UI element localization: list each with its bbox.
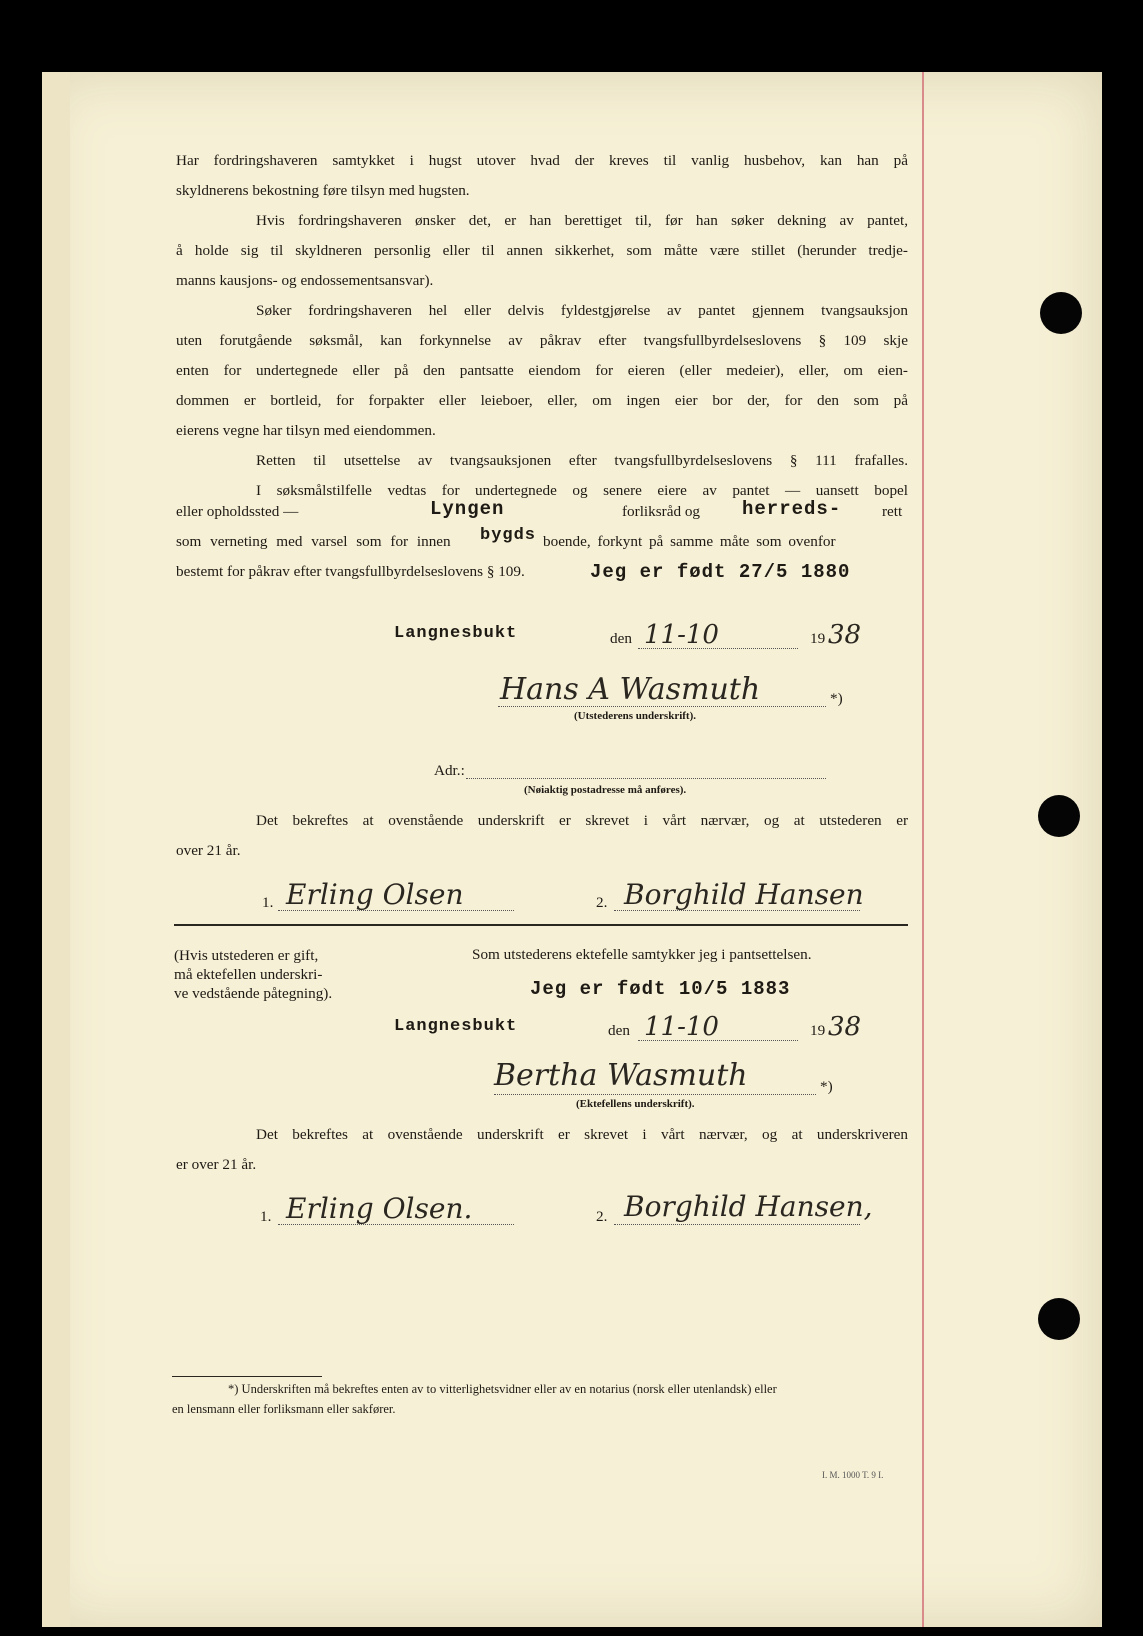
- spouse-den-label: den: [608, 1022, 630, 1039]
- footnote-line-2: en lensmann eller forliksmann eller sakfører.: [172, 1402, 396, 1416]
- punch-hole-3: [1038, 1298, 1080, 1340]
- typed-district: bygds: [480, 526, 537, 545]
- red-margin-line: [922, 72, 924, 1627]
- spouse-note-2: må ektefellen underskri-: [174, 966, 323, 983]
- witness-1-sig-2: Borghild Hansen: [624, 878, 864, 911]
- witness-1-line-1: [278, 910, 514, 911]
- spouse-sig-mark: *): [820, 1078, 833, 1095]
- punch-hole-1: [1040, 292, 1082, 334]
- para-3-line-2: uten forutgående søksmål, kan forkynnelse av påkrav efter tvangsfullbyrdelseslovens § 109 skje: [176, 332, 908, 349]
- issuer-place: Langnesbukt: [394, 624, 518, 643]
- issuer-signature: Hans A Wasmuth: [500, 672, 761, 707]
- typed-venue: Lyngen: [430, 498, 505, 520]
- spouse-born: Jeg er født 10/5 1883: [530, 978, 791, 1000]
- spouse-year-suffix: 38: [828, 1012, 862, 1042]
- issuer-year-prefix: 19: [810, 630, 826, 647]
- spouse-note: [174, 946, 332, 1003]
- issuer-born: Jeg er født 27/5 1880: [590, 561, 851, 583]
- para-2-line-1: Hvis fordringshaveren ønsker det, er han berettiget til, før han søker dekning av pantet,: [256, 212, 908, 229]
- address-line: [466, 778, 826, 779]
- para-3-line-3: enten for undertegnede eller på den pantsatte eiendom for eieren (eller medeier), eller, om eien-: [176, 362, 908, 379]
- para-3-line-5: eierens vegne har tilsyn med eiendommen.: [176, 422, 436, 439]
- left-strip: [42, 72, 70, 1627]
- para-2-line-3: manns kausjons- og endossementsansvar).: [176, 272, 434, 289]
- footnote-line-1: *) Underskriften må bekreftes enten av to vitterlighetsvidner eller av en notarius (norsk eller utenlandsk) eller: [228, 1382, 777, 1396]
- typed-court: herreds-: [742, 498, 842, 520]
- witness-1-n1: 1.: [262, 894, 274, 911]
- para-2-line-2: å holde sig til skyldneren personlig eller til annen sikkerhet, som måtte være stillet (herunder tredje-: [176, 242, 908, 259]
- para-5-line-1: I søksmålstilfelle vedtas for undertegnede og senere eiere av pantet — uansett bopel: [256, 482, 908, 499]
- spouse-date-line: [638, 1040, 798, 1041]
- para-1-line-2: skyldnerens bekostning føre tilsyn med hugsten.: [176, 182, 470, 199]
- spouse-sig-label: (Ektefellens underskrift).: [576, 1098, 695, 1110]
- para-5-line-2a: eller opholdssted —: [176, 503, 299, 520]
- spouse-note-1: (Hvis utstederen er gift,: [174, 947, 319, 964]
- para-4: Retten til utsettelse av tvangsauksjonen efter tvangsfullbyrdelseslovens § 111 frafalles.: [256, 452, 908, 469]
- para-5-line-2c: rett: [882, 503, 903, 520]
- para-5-line-2b: forliksråd og: [622, 503, 701, 520]
- para-5-line-3b: boende, forkynt på samme måte som ovenfor: [543, 533, 836, 550]
- footnote-rule: [172, 1376, 322, 1377]
- para-1-line-1: Har fordringshaveren samtykket i hugst utover hvad der kreves til vanlig husbehov, kan han på: [176, 152, 908, 169]
- spouse-place: Langnesbukt: [394, 1017, 518, 1036]
- witness-2-line-1: [278, 1224, 514, 1225]
- address-note: (Nøiaktig postadresse må anføres).: [524, 784, 687, 796]
- witness-1-sig-1: Erling Olsen: [286, 878, 464, 911]
- issuer-date-line: [638, 648, 798, 649]
- issuer-sig-mark: *): [830, 690, 843, 707]
- witness-2-text-2: er over 21 år.: [176, 1156, 257, 1173]
- print-mark: I. M. 1000 T. 9 I.: [822, 1470, 884, 1480]
- issuer-year-suffix: 38: [828, 620, 862, 650]
- issuer-date: 11-10: [644, 620, 719, 650]
- address-label: Adr.:: [434, 762, 465, 779]
- witness-1-line-2: [614, 910, 860, 911]
- spouse-note-3: ve vedstående påtegning).: [174, 985, 333, 1002]
- witness-1-n2: 2.: [596, 894, 608, 911]
- issuer-den-label: den: [610, 630, 632, 647]
- para-3-line-4: dommen er bortleid, for forpakter eller leieboer, eller, om ingen eier bor der, for den som på: [176, 392, 908, 409]
- spouse-consent: Som utstederens ektefelle samtykker jeg i pantsettelsen.: [472, 946, 812, 963]
- section-divider: [174, 924, 908, 926]
- spouse-signature-line: [494, 1094, 816, 1095]
- para-5-line-3a: som verneting med varsel som for innen: [176, 533, 451, 550]
- witness-2-line-2: [614, 1224, 860, 1225]
- witness-2-n2: 2.: [596, 1208, 608, 1225]
- spouse-date: 11-10: [644, 1012, 719, 1042]
- issuer-signature-line: [498, 706, 826, 707]
- spouse-year-prefix: 19: [810, 1022, 826, 1039]
- spouse-signature: Bertha Wasmuth: [494, 1058, 748, 1093]
- witness-2-n1: 1.: [260, 1208, 272, 1225]
- punch-hole-2: [1038, 795, 1080, 837]
- para-5-line-4: bestemt for påkrav efter tvangsfullbyrdelseslovens § 109.: [176, 563, 525, 580]
- witness-2-sig-1: Erling Olsen.: [286, 1192, 473, 1225]
- para-3-line-1: Søker fordringshaveren hel eller delvis fyldestgjørelse av pantet gjennem tvangsauksjon: [256, 302, 908, 319]
- witness-2-sig-2: Borghild Hansen,: [624, 1190, 873, 1223]
- witness-2-text-1: Det bekreftes at ovenstående underskrift er skrevet i vårt nærvær, og at underskriveren: [256, 1126, 908, 1143]
- document-page: [42, 72, 1102, 1627]
- witness-1-text-1: Det bekreftes at ovenstående underskrift er skrevet i vårt nærvær, og at utstederen er: [256, 812, 908, 829]
- witness-1-text-2: over 21 år.: [176, 842, 241, 859]
- issuer-sig-label: (Utstederens underskrift).: [574, 710, 697, 722]
